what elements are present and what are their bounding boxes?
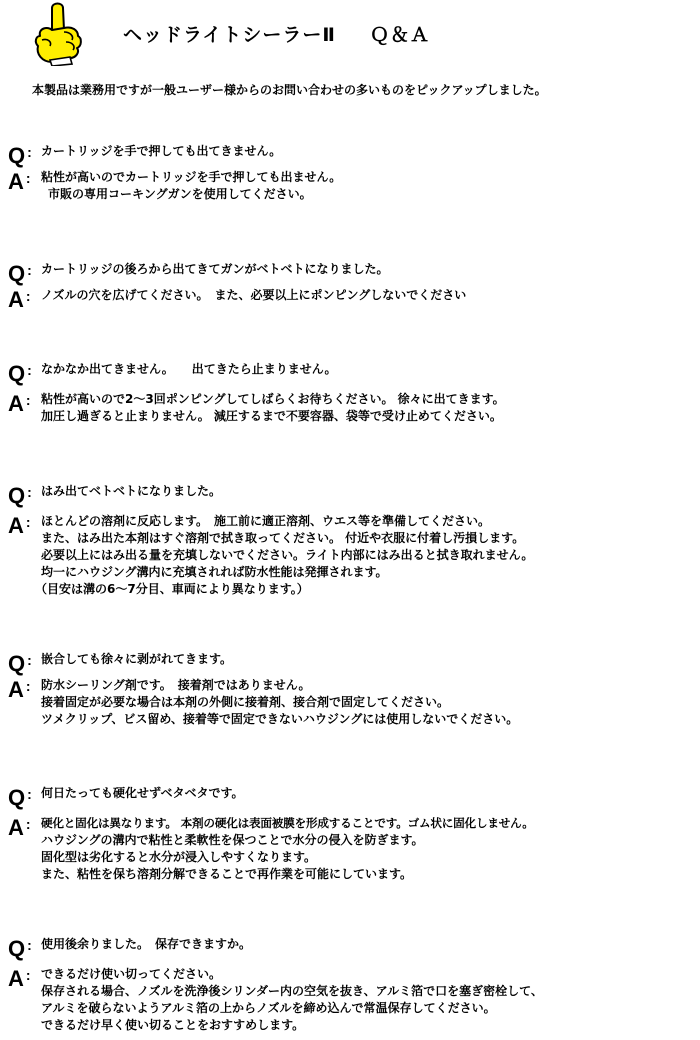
a-mark: A : — [8, 677, 31, 702]
q-mark: Q : — [8, 651, 32, 676]
qa-item-7 — [8, 933, 698, 1034]
q-mark: Q : — [8, 361, 32, 386]
qa-item-5 — [8, 648, 698, 728]
answer-row — [8, 284, 698, 312]
question-text: カートリッジの後ろから出てきてガンがベトベトになりました。 — [41, 262, 389, 276]
answer-row — [8, 510, 698, 598]
question-row — [8, 258, 698, 284]
answer-line: ツメクリップ、ビス留め、接着等で固定できないハウジングには使用しないでください。 — [41, 712, 519, 726]
answer-line: ほとんどの溶剤に反応します。 施工前に適正溶剤、ウエス等を準備してください。 — [41, 514, 491, 528]
q-mark: Q : — [8, 143, 32, 168]
answer-line: 固化型は劣化すると水分が浸入しやすくなります。 — [41, 850, 317, 864]
qa-item-3 — [8, 358, 698, 425]
title-qa: Ｑ＆Ａ — [369, 24, 430, 46]
a-mark: A : — [8, 391, 31, 416]
question-row — [8, 933, 698, 959]
question-text: カートリッジを手で押しても出てきません。 — [41, 144, 282, 158]
question-row — [8, 480, 698, 506]
answer-row — [8, 674, 698, 728]
answer-line: 接着固定が必要な場合は本剤の外側に接着剤、接合剤で固定してください。 — [41, 695, 450, 709]
question-row — [8, 358, 698, 388]
q-mark: Q : — [8, 261, 32, 286]
answer-line: アルミを破らないようアルミ箔の上からノズルを締め込んで常温保存してください。 — [41, 1001, 496, 1015]
question-text: はみ出てベトベトになりました。 — [41, 484, 222, 498]
answer-line: また、はみ出た本剤はすぐ溶剤で拭き取ってください。 付近や衣服に付着し汚損します。 — [41, 531, 525, 545]
question-row — [8, 140, 698, 166]
a-mark: A : — [8, 287, 31, 312]
answer-line: 必要以上にはみ出る量を充填しないでください。ライト内部にはみ出ると拭き取れません。 — [41, 548, 534, 562]
qa-item-6 — [8, 782, 698, 883]
answer-line: 粘性が高いのでカートリッジを手で押しても出ません。 — [41, 170, 342, 184]
qa-item-2 — [8, 258, 698, 312]
title-text: ヘッドライトシーラーⅡ — [123, 24, 336, 46]
a-mark: A : — [8, 513, 31, 538]
answer-line: また、粘性を保ち溶剤分解できることで再作業を可能にしています。 — [41, 867, 413, 881]
question-text: なかなか出てきません。 出てきたら止まりません。 — [41, 362, 337, 376]
q-mark: Q : — [8, 936, 32, 961]
qa-item-1 — [8, 140, 698, 203]
a-mark: A : — [8, 169, 31, 194]
question-text: 使用後余りました。 保存できますか。 — [41, 937, 252, 951]
question-text: 嵌合しても徐々に剥がれてきます。 — [41, 652, 233, 666]
answer-line: 加圧し過ぎると止まりません。 減圧するまで不要容器、袋等で受け止めてください。 — [41, 409, 502, 423]
answer-row — [8, 166, 698, 203]
answer-line: 市販の専用コーキングガンを使用してください。 — [48, 187, 312, 201]
page-title — [123, 20, 430, 47]
a-mark: A : — [8, 966, 31, 991]
answer-row — [8, 388, 698, 425]
qa-item-4 — [8, 480, 698, 598]
answer-line: できるだけ使い切ってください。 — [41, 967, 222, 981]
a-mark: A : — [8, 815, 31, 840]
answer-line: ノズルの穴を広げてください。 また、必要以上にポンピングしないでください — [41, 288, 467, 302]
answer-row — [8, 812, 698, 883]
answer-line: 均一にハウジング溝内に充填されれば防水性能は発揮されます。 — [41, 565, 388, 579]
answer-line: 粘性が高いので2～3回ポンピングしてしばらくお待ちください。 徐々に出てきます。 — [41, 392, 505, 406]
question-text: 何日たっても硬化せずベタベタです。 — [41, 786, 244, 800]
answer-line: 硬化と固化は異なります。 本剤の硬化は表面被膜を形成することです。ゴム状に固化しません。 — [41, 816, 534, 830]
intro-text: 本製品は業務用ですが一般ユーザー様からのお問い合わせの多いものをピックアップしました。 — [32, 83, 547, 97]
q-mark: Q : — [8, 483, 32, 508]
answer-line: 保存される場合、ノズルを洗浄後シリンダー内の空気を抜き、アルミ箔で口を塞ぎ密栓して、 — [41, 984, 543, 998]
q-mark: Q : — [8, 785, 32, 810]
pointing-hand-icon — [30, 2, 88, 66]
answer-line: できるだけ早く使い切ることをおすすめします。 — [41, 1018, 305, 1032]
question-row — [8, 782, 698, 808]
answer-line: 防水シーリング剤です。 接着剤ではありません。 — [41, 678, 311, 692]
answer-row — [8, 963, 698, 1034]
answer-line: ハウジングの溝内で粘性と柔軟性を保つことで水分の侵入を防ぎます。 — [41, 833, 424, 847]
answer-line: （目安は溝の6～7分目、車両により異なります。） — [35, 582, 309, 596]
question-row — [8, 648, 698, 674]
